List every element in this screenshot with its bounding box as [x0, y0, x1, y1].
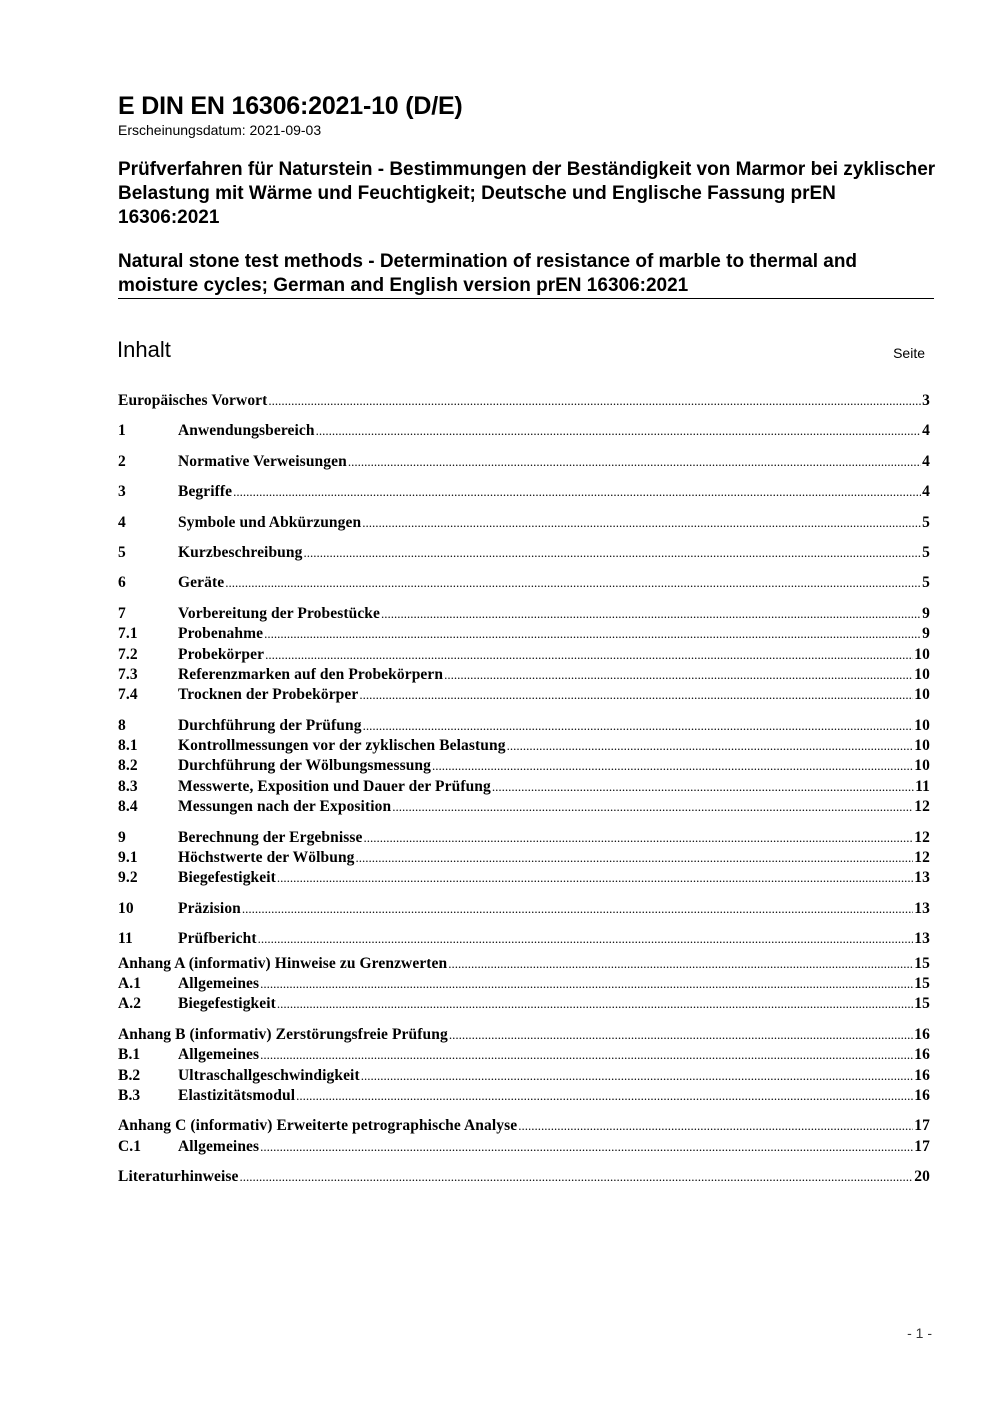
toc-entry-title: Begriffe	[178, 483, 233, 501]
toc-entry[interactable]	[118, 1117, 930, 1137]
toc-entry-title: Geräte	[178, 574, 225, 592]
toc-entry-title: Kurzbeschreibung	[178, 543, 303, 561]
toc-entry-page: 9	[922, 625, 930, 643]
toc-entry-page: 10	[914, 737, 930, 755]
toc-entry[interactable]	[118, 422, 930, 442]
toc-dot-leader	[260, 1047, 913, 1063]
toc-group	[118, 453, 930, 473]
toc-entry-number: 7.2	[118, 645, 138, 663]
toc-entry-title: Kontrollmessungen vor der zyklischen Belastung	[178, 737, 506, 755]
toc-entry-number: 7.3	[118, 665, 138, 683]
toc-entry[interactable]	[118, 1168, 930, 1188]
toc-entry[interactable]	[118, 392, 930, 412]
toc-entry-page: 3	[922, 392, 930, 409]
toc-entry-number: 8	[118, 716, 126, 734]
toc-entry-page: 13	[914, 930, 930, 948]
toc-entry-title: Berechnung der Ergebnisse	[178, 828, 363, 846]
toc-entry[interactable]	[118, 737, 930, 757]
toc-entry-number: 7.1	[118, 625, 138, 643]
toc-entry-page: 12	[914, 849, 930, 867]
toc-entry-page: 12	[914, 798, 930, 816]
toc-dot-leader	[363, 718, 914, 734]
toc-entry[interactable]	[118, 605, 930, 625]
toc-dot-leader	[364, 830, 914, 846]
toc-entry-number: 2	[118, 452, 126, 470]
toc-group	[118, 1026, 930, 1108]
table-of-contents	[118, 392, 930, 1189]
toc-dot-leader	[265, 647, 913, 663]
toc-entry[interactable]	[118, 1067, 930, 1087]
toc-entry[interactable]	[118, 1026, 930, 1046]
toc-entry-title: Anhang B (informativ) Zerstörungsfreie Prüfung	[118, 1025, 448, 1043]
toc-entry-number: 11	[118, 930, 133, 948]
toc-group	[118, 717, 930, 819]
toc-entry[interactable]	[118, 869, 930, 889]
toc-entry-number: 7	[118, 604, 126, 622]
toc-entry-page: 5	[922, 574, 930, 592]
toc-entry-number: 9.2	[118, 869, 138, 887]
toc-entry-title: Symbole und Abkürzungen	[178, 513, 362, 531]
toc-entry-number: 1	[118, 422, 126, 440]
toc-entry-number: 8.3	[118, 777, 138, 795]
toc-entry-page: 16	[914, 1066, 930, 1084]
toc-dot-leader	[492, 779, 914, 795]
toc-heading: Inhalt	[117, 337, 171, 362]
toc-entry[interactable]	[118, 798, 930, 818]
toc-entry[interactable]	[118, 778, 930, 798]
toc-dot-leader	[359, 687, 913, 703]
toc-entry-number: A.2	[118, 995, 142, 1013]
toc-entry-page: 9	[922, 604, 930, 622]
toc-entry-title: Normative Verweisungen	[178, 452, 347, 470]
toc-entry-number: 6	[118, 574, 126, 592]
title-english: Natural stone test methods - Determination of resistance of marble to thermal and moisture cycles; German and English version prEN 16306:2021	[118, 251, 858, 296]
toc-entry[interactable]	[118, 955, 930, 975]
toc-dot-leader	[260, 1139, 913, 1155]
document-title: E DIN EN 16306:2021-10 (D/E)	[118, 92, 463, 120]
toc-dot-leader	[258, 931, 914, 947]
toc-entry-title: Ultraschallgeschwindigkeit	[178, 1066, 360, 1084]
toc-dot-leader	[448, 956, 913, 972]
toc-entry-number: B.3	[118, 1086, 141, 1104]
toc-entry-number: B.2	[118, 1066, 141, 1084]
toc-entry[interactable]	[118, 666, 930, 686]
toc-dot-leader	[362, 515, 921, 531]
toc-entry-number: B.1	[118, 1046, 141, 1064]
toc-entry-title: Europäisches Vorwort	[118, 392, 268, 409]
toc-dot-leader	[264, 626, 921, 642]
toc-entry-page: 13	[914, 869, 930, 887]
toc-entry-number: 3	[118, 483, 126, 501]
toc-entry-title: Probekörper	[178, 645, 265, 663]
toc-entry-title: Anwendungsbereich	[178, 422, 315, 440]
toc-entry[interactable]	[118, 1138, 930, 1158]
toc-group	[118, 605, 930, 707]
toc-entry-title: Elastizitätsmodul	[178, 1086, 296, 1104]
toc-dot-leader	[268, 393, 921, 409]
toc-entry-number: C.1	[118, 1137, 142, 1155]
toc-entry-title: Trocknen der Probekörper	[178, 686, 359, 704]
toc-dot-leader	[296, 1088, 913, 1104]
toc-entry[interactable]	[118, 514, 930, 534]
toc-entry-title: Allgemeines	[178, 1046, 260, 1064]
toc-entry-page: 4	[922, 483, 930, 501]
toc-entry-title: Höchstwerte der Wölbung	[178, 849, 355, 867]
toc-dot-leader	[233, 484, 921, 500]
toc-entry-page: 15	[914, 954, 930, 972]
toc-entry[interactable]	[118, 930, 930, 950]
toc-dot-leader	[518, 1118, 913, 1134]
toc-entry-page: 11	[915, 777, 930, 795]
toc-entry-number: 9	[118, 828, 126, 846]
toc-entry[interactable]	[118, 625, 930, 645]
toc-group	[118, 514, 930, 534]
toc-entry-page: 4	[922, 452, 930, 470]
toc-entry-page: 5	[922, 543, 930, 561]
toc-entry-page: 17	[914, 1137, 930, 1155]
toc-entry-page: 5	[922, 513, 930, 531]
toc-dot-leader	[507, 738, 914, 754]
toc-page-label: Seite	[893, 345, 925, 361]
toc-dot-leader	[260, 976, 913, 992]
toc-entry-page: 12	[914, 828, 930, 846]
toc-entry-number: 10	[118, 899, 134, 917]
toc-entry-page: 10	[914, 665, 930, 683]
toc-dot-leader	[316, 423, 922, 439]
toc-entry[interactable]	[118, 544, 930, 564]
toc-group	[118, 1117, 930, 1158]
toc-dot-leader	[225, 575, 921, 591]
toc-entry-title: Durchführung der Wölbungsmessung	[178, 757, 432, 775]
toc-dot-leader	[381, 606, 921, 622]
toc-dot-leader	[240, 1169, 914, 1185]
toc-entry-title: Literaturhinweise	[118, 1168, 239, 1186]
toc-entry-page: 16	[914, 1046, 930, 1064]
toc-entry-page: 17	[914, 1117, 930, 1135]
toc-entry-page: 10	[914, 716, 930, 734]
toc-entry-title: Anhang A (informativ) Hinweise zu Grenzwerten	[118, 954, 448, 972]
toc-entry-page: 13	[914, 899, 930, 917]
title-divider	[118, 298, 934, 299]
toc-entry[interactable]	[118, 1087, 930, 1107]
toc-entry-title: Allgemeines	[178, 974, 260, 992]
toc-group	[118, 574, 930, 594]
publication-date: Erscheinungsdatum: 2021-09-03	[118, 122, 322, 138]
toc-entry-number: 8.4	[118, 798, 138, 816]
toc-entry-number: 5	[118, 543, 126, 561]
toc-entry[interactable]	[118, 686, 930, 706]
toc-group	[118, 829, 930, 890]
toc-group	[118, 930, 930, 950]
toc-entry-title: Vorbereitung der Probestücke	[178, 604, 380, 622]
toc-entry-number: 9.1	[118, 849, 138, 867]
toc-dot-leader	[277, 996, 913, 1012]
toc-entry[interactable]	[118, 646, 930, 666]
toc-group	[118, 1168, 930, 1188]
toc-dot-leader	[303, 545, 921, 561]
toc-entry-number: 8.2	[118, 757, 138, 775]
toc-dot-leader	[348, 454, 921, 470]
toc-entry[interactable]	[118, 900, 930, 920]
toc-dot-leader	[432, 758, 913, 774]
toc-entry[interactable]	[118, 757, 930, 777]
toc-group	[118, 483, 930, 503]
title-german: Prüfverfahren für Naturstein - Bestimmungen der Beständigkeit von Marmor bei zyklischer Belastung mit Wärme und Feuchtigkeit; Deutsche und Englische Fassung prEN 16306:2021	[118, 159, 936, 228]
toc-entry-title: Allgemeines	[178, 1137, 260, 1155]
toc-dot-leader	[392, 799, 913, 815]
toc-entry[interactable]	[118, 849, 930, 869]
toc-entry-title: Durchführung der Prüfung	[178, 716, 362, 734]
toc-dot-leader	[449, 1027, 913, 1043]
toc-entry-page: 16	[914, 1086, 930, 1104]
toc-entry-title: Anhang C (informativ) Erweiterte petrographische Analyse	[118, 1117, 518, 1135]
toc-entry[interactable]	[118, 1046, 930, 1066]
toc-dot-leader	[277, 870, 913, 886]
toc-entry[interactable]	[118, 975, 930, 995]
toc-entry-number: 7.4	[118, 686, 138, 704]
toc-entry-title: Messungen nach der Exposition	[178, 798, 392, 816]
toc-entry[interactable]	[118, 717, 930, 737]
toc-entry-number: A.1	[118, 974, 142, 992]
toc-entry-title: Referenzmarken auf den Probekörpern	[178, 665, 444, 683]
page-number: - 1 -	[907, 1325, 932, 1341]
toc-group	[118, 422, 930, 442]
toc-entry-page: 16	[914, 1025, 930, 1043]
toc-entry[interactable]	[118, 995, 930, 1015]
toc-entry-page: 20	[914, 1168, 930, 1186]
toc-entry-page: 4	[922, 422, 930, 440]
toc-entry-page: 10	[914, 645, 930, 663]
toc-entry[interactable]	[118, 453, 930, 473]
toc-dot-leader	[242, 901, 913, 917]
toc-entry[interactable]	[118, 829, 930, 849]
toc-entry-page: 10	[914, 757, 930, 775]
toc-entry[interactable]	[118, 483, 930, 503]
toc-entry-title: Biegefestigkeit	[178, 995, 276, 1013]
toc-entry-page: 10	[914, 686, 930, 704]
toc-entry-title: Prüfbericht	[178, 930, 257, 948]
toc-entry[interactable]	[118, 574, 930, 594]
toc-group	[118, 955, 930, 1016]
toc-entry-number: 8.1	[118, 737, 138, 755]
toc-entry-page: 15	[914, 974, 930, 992]
toc-entry-number: 4	[118, 513, 126, 531]
toc-group	[118, 900, 930, 920]
toc-entry-title: Präzision	[178, 899, 241, 917]
toc-dot-leader	[444, 667, 913, 683]
toc-dot-leader	[361, 1068, 914, 1084]
toc-group	[118, 544, 930, 564]
toc-entry-title: Messwerte, Exposition und Dauer der Prüfung	[178, 777, 491, 795]
toc-group	[118, 392, 930, 412]
toc-entry-title: Probenahme	[178, 625, 264, 643]
toc-dot-leader	[356, 850, 914, 866]
toc-entry-page: 15	[914, 995, 930, 1013]
toc-entry-title: Biegefestigkeit	[178, 869, 276, 887]
